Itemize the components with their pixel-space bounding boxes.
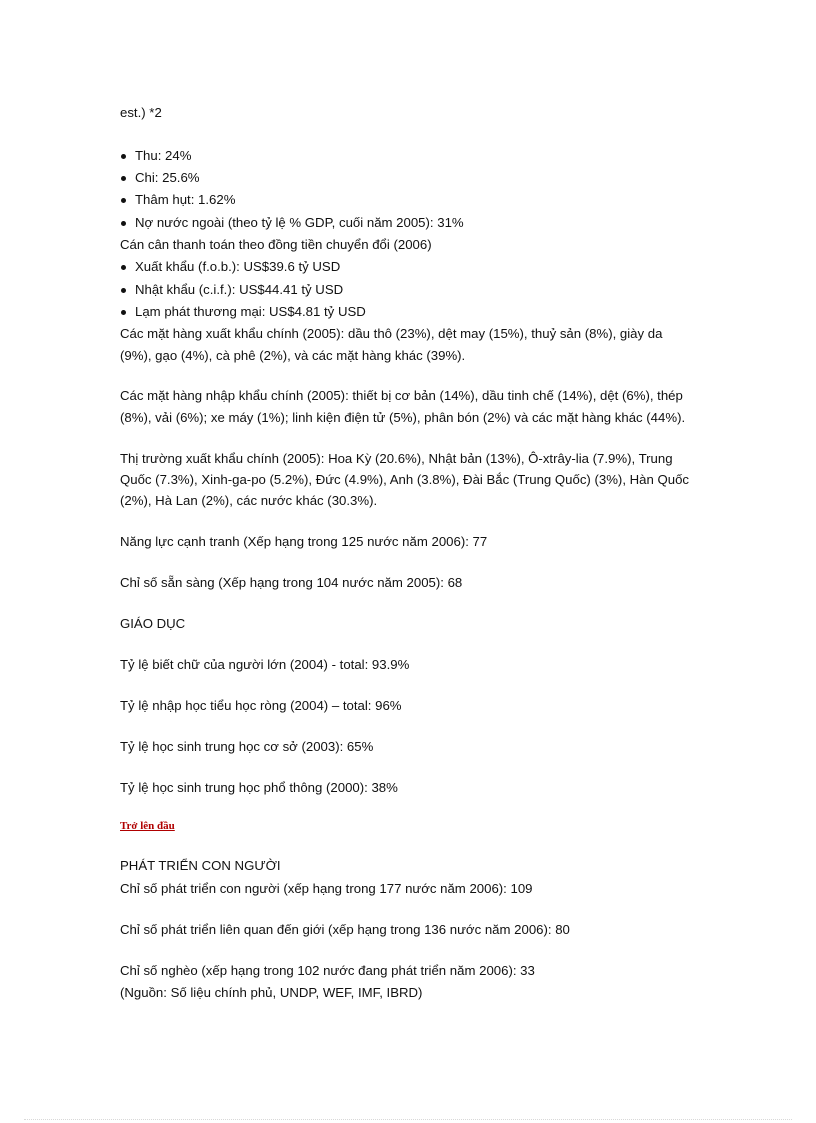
page-bottom-divider — [24, 1119, 792, 1120]
source-text: (Nguồn: Số liệu chính phủ, UNDP, WEF, IMF, IBRD) — [120, 985, 423, 1000]
list-item-trade-inflation: Lạm phát thương mại: US$4.81 tỷ USD — [120, 304, 366, 320]
list-item-foreign-debt: Nợ nước ngoài (theo tỷ lệ % GDP, cuối năm 2005): 31% — [120, 215, 464, 231]
balance-heading: Cán cân thanh toán theo đồng tiền chuyển đổi (2006) — [120, 237, 432, 252]
hdi-text: Chỉ số phát triển con người (xếp hạng trong 177 nước năm 2006): 109 — [120, 881, 533, 896]
list-item-revenue: Thu: 24% — [120, 148, 191, 164]
imports-line-1: Các mặt hàng nhập khẩu chính (2005): thiết bị cơ bản (14%), dầu tinh chế (14%), dệt (6%), thép — [120, 388, 683, 403]
human-development-heading: PHÁT TRIỂN CON NGƯỜI — [120, 858, 281, 873]
upper-secondary-text: Tỷ lệ học sinh trung học phổ thông (2000): 38% — [120, 780, 398, 795]
lower-secondary-text: Tỷ lệ học sinh trung học cơ sở (2003): 65% — [120, 739, 374, 754]
primary-enrolment-text: Tỷ lệ nhập học tiểu học ròng (2004) – total: 96% — [120, 698, 402, 713]
list-item-expenditure: Chi: 25.6% — [120, 170, 200, 186]
markets-line-3: (2%), Hà Lan (2%), các nước khác (30.3%). — [120, 493, 378, 508]
markets-line-1: Thị trường xuất khẩu chính (2005): Hoa Kỳ (20.6%), Nhật bản (13%), Ô-xtrây-lia (7.9%), Trung — [120, 451, 673, 466]
markets-line-2: Quốc (7.3%), Xinh-ga-po (5.2%), Đức (4.9%), Anh (3.8%), Đài Bắc (Trung Quốc) (3%), Hàn Quốc — [120, 472, 690, 487]
readiness-text: Chỉ số sẵn sàng (Xếp hạng trong 104 nước năm 2005): 68 — [120, 575, 463, 590]
continued-text: est.) *2 — [120, 105, 162, 120]
exports-line-2: (9%), gạo (4%), cà phê (2%), và các mặt hàng khác (39%). — [120, 348, 466, 363]
competitiveness-text: Năng lực cạnh tranh (Xếp hạng trong 125 nước năm 2006): 77 — [120, 534, 488, 549]
list-item-imports: Nhật khẩu (c.i.f.): US$44.41 tỷ USD — [120, 282, 343, 298]
gdi-text: Chỉ số phát triển liên quan đến giới (xếp hạng trong 136 nước năm 2006): 80 — [120, 922, 570, 937]
poverty-index-text: Chỉ số nghèo (xếp hạng trong 102 nước đang phát triển năm 2006): 33 — [120, 963, 535, 978]
literacy-text: Tỷ lệ biết chữ của người lớn (2004) - total: 93.9% — [120, 657, 410, 672]
back-to-top-link[interactable]: Trở lên đầu — [120, 820, 175, 832]
list-item-deficit: Thâm hụt: 1.62% — [120, 192, 235, 208]
education-heading: GIÁO DỤC — [120, 616, 186, 631]
exports-line-1: Các mặt hàng xuất khẩu chính (2005): dầu thô (23%), dệt may (15%), thuỷ sản (8%), giày da — [120, 326, 663, 341]
list-item-exports: Xuất khẩu (f.o.b.): US$39.6 tỷ USD — [120, 259, 340, 275]
imports-line-2: (8%), vải (6%); xe máy (1%); linh kiện điện tử (5%), phân bón (2%) và các mặt hàng khác (44%). — [120, 410, 686, 425]
